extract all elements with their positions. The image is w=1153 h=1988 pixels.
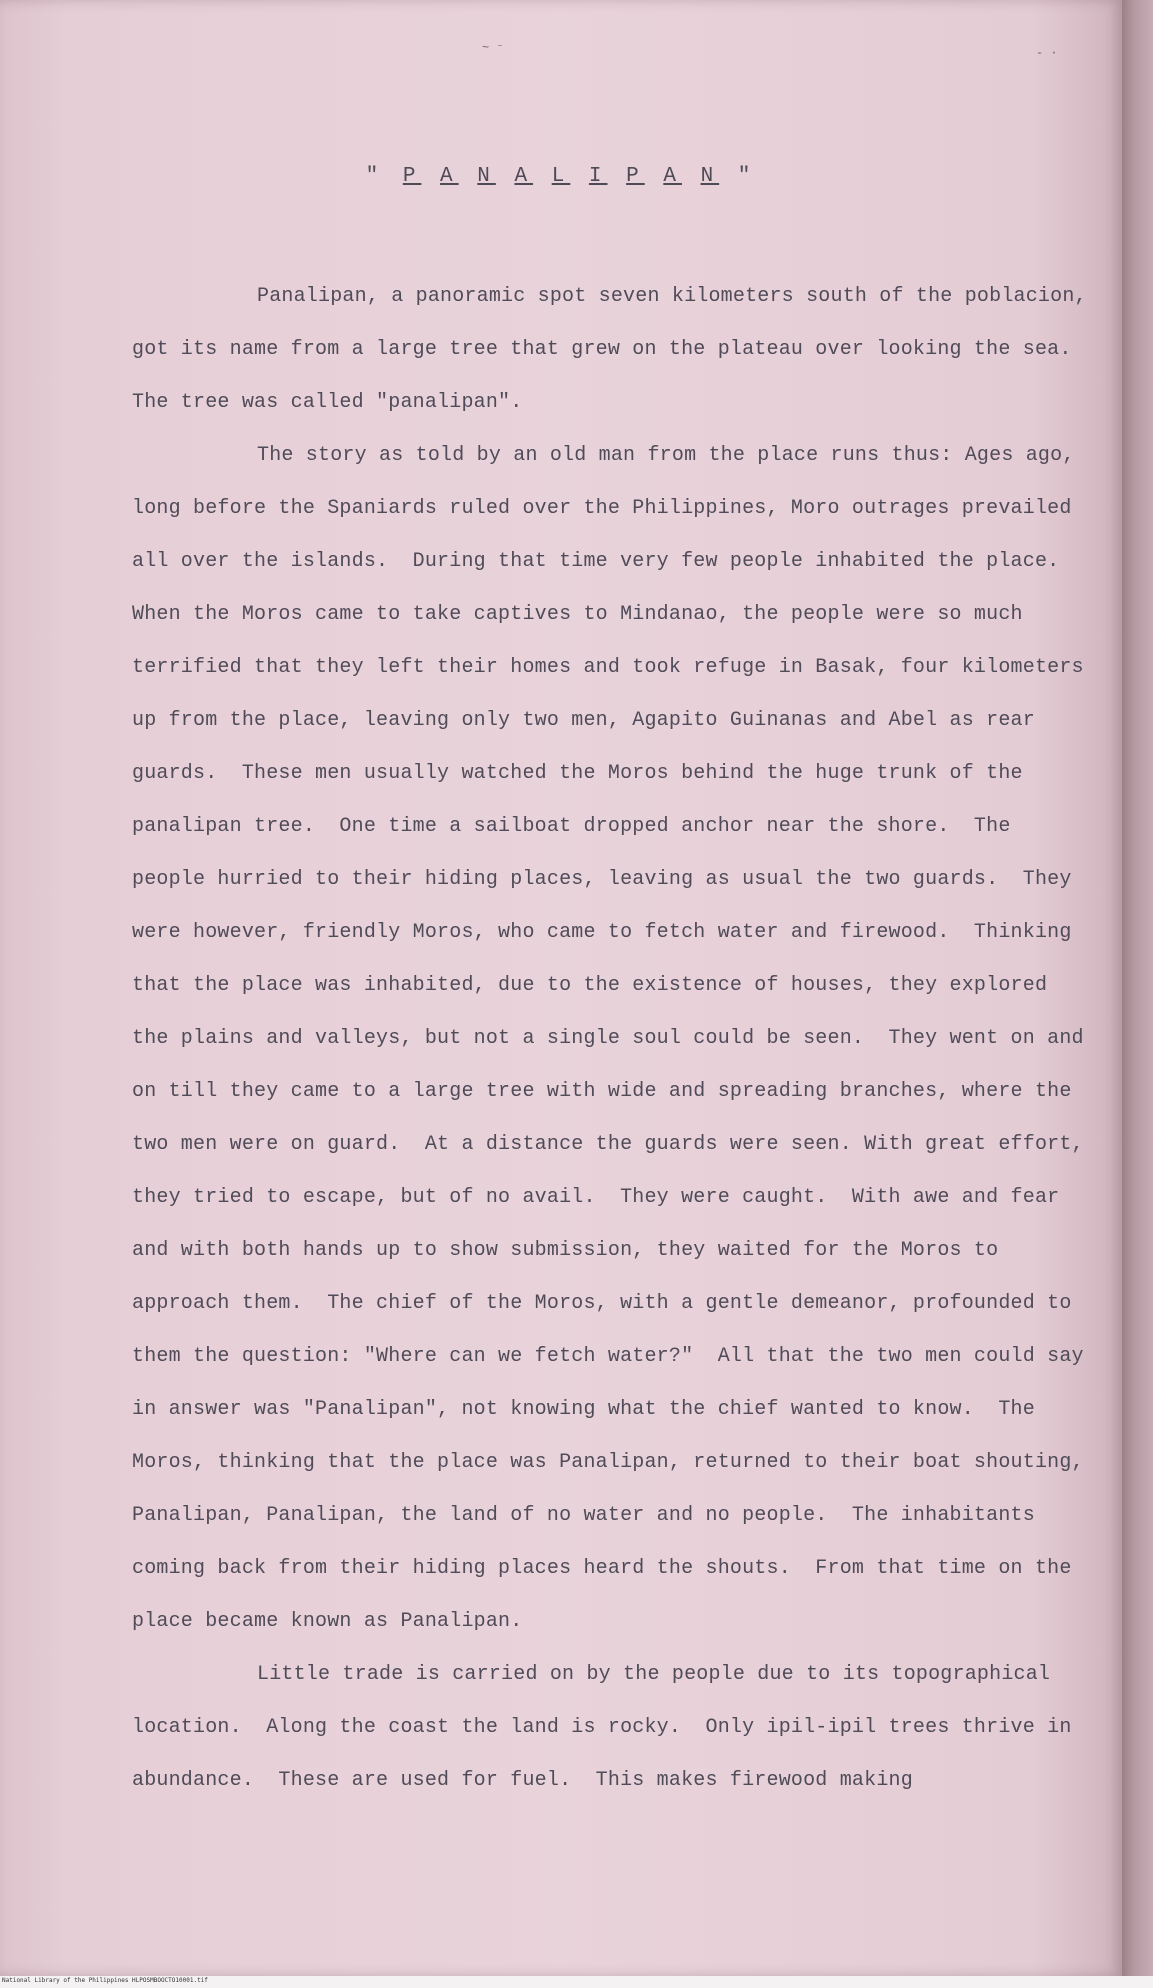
document-body [132,270,1099,1807]
title-open-quote: " [365,165,385,188]
scan-footer-label: National Library of the Philippines HLPOSMBOOCTO10001.tif [2,1977,208,1984]
title-letter: N [700,165,720,188]
paragraph-intro: Panalipan, a panoramic spot seven kilometers south of the poblacion, got its name from a large tree that grew on the plateau over looking the sea. The tree was called "panalipan". [132,285,1099,414]
title-letter: N [477,165,496,188]
title-letter: P [626,165,645,188]
title-letter: P [402,165,422,188]
page-title [0,165,1122,188]
title-letter: A [440,165,459,188]
paper-blemish: - · [1036,46,1058,60]
paragraph-story: The story as told by an old man from the place runs thus: Ages ago, long before the Spaniards ruled over the Philippines, Moro outrages prevailed all over the islands. During that time very few people inhabited the place. When the Moros came to take captives to Mindanao, the people were so much terrified that they left their homes and took refuge in Basak, four kilometers up from the place, leaving only two men, Agapito Guinanas and Abel as rear guards. These men usually watched the Moros behind the huge trunk of the panalipan tree. One time a sailboat dropped anchor near the shore. The people hurried to their hiding places, leaving as usual the two guards. They were however, friendly Moros, who came to fetch water and firewood. Thinking that the place was inhabited, due to the existence of houses, they explored the plains and valleys, but not a single soul could be seen. They went on and on till they came to a large tree with wide and spreading branches, where the two men were on guard. At a distance the guards were seen. With great effort, they tried to escape, but of no avail. They were caught. With awe and fear and with both hands up to show submission, they waited for the Moros to approach them. The chief of the Moros, with a gentle demeanor, profounded to them the question: "Where can we fetch water?" All that the two men could say in answer was "Panalipan", not knowing what the chief wanted to know. The Moros, thinking that the place was Panalipan, returned to their boat shouting, Panalipan, Panalipan, the land of no water and no people. The inhabitants coming back from their hiding places heard the shouts. From that time on the place became known as Panalipan. [132,444,1096,1633]
title-letter: A [663,165,682,188]
title-letter: L [551,165,571,188]
title-close-quote: " [737,165,757,188]
title-letter: I [588,165,608,188]
paper-blemish: ~ ⁻ [482,41,504,55]
page-edge [1122,0,1153,1976]
paragraph-trade: Little trade is carried on by the people due to its topographical location. Along the coast the land is rocky. Only ipil-ipil trees thrive in abundance. These are used for fuel. This makes firewood making [132,1663,1084,1792]
title-letter: A [514,165,534,188]
